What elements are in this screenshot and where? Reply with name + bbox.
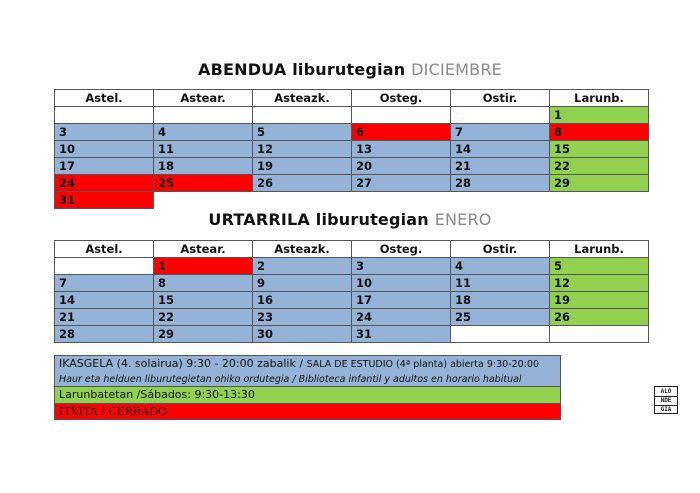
alondegia-logo (654, 386, 678, 414)
day-cell: 21 (451, 158, 550, 175)
weekday-header: Asteazk. (253, 90, 352, 107)
day-cell: 29 (154, 326, 253, 343)
week-row (55, 141, 649, 158)
day-cell: 28 (451, 175, 550, 192)
day-cell: 17 (55, 158, 154, 175)
day-cell: 11 (154, 141, 253, 158)
day-cell: 31 (352, 326, 451, 343)
day-cell (550, 192, 649, 209)
logo-line: GIA (660, 406, 672, 413)
day-cell: 7 (451, 124, 550, 141)
day-cell (55, 107, 154, 124)
day-cell (253, 107, 352, 124)
day-cell: 10 (352, 275, 451, 292)
january-title-spanish: ENERO (434, 210, 492, 229)
day-cell: 27 (352, 175, 451, 192)
week-row (55, 309, 649, 326)
day-cell: 11 (451, 275, 550, 292)
day-cell: 10 (55, 141, 154, 158)
legend (54, 355, 561, 420)
day-cell (253, 192, 352, 209)
day-cell: 25 (451, 309, 550, 326)
day-cell: 12 (550, 275, 649, 292)
legend-closed: ITXITA / CERRADO (54, 403, 561, 420)
december-title-basque: ABENDUA liburutegian (198, 60, 406, 79)
weekday-header: Astel. (55, 90, 154, 107)
december-title-spanish: DICIEMBRE (411, 60, 502, 79)
week-row (55, 326, 649, 343)
day-cell: 26 (253, 175, 352, 192)
day-cell: 24 (352, 309, 451, 326)
weekday-header: Osteg. (352, 241, 451, 258)
legend-open-spanish: SALA DE ESTUDIO (4ª planta) abierta 9:30-20:00 (306, 359, 540, 370)
weekday-header: Ostir. (451, 90, 550, 107)
week-row (55, 175, 649, 192)
week-row (55, 124, 649, 141)
day-cell: 31 (55, 192, 154, 209)
day-cell (451, 192, 550, 209)
january-title (0, 210, 700, 229)
day-cell: 28 (55, 326, 154, 343)
week-row (55, 258, 649, 275)
week-row (55, 275, 649, 292)
day-cell (550, 326, 649, 343)
day-cell: 25 (154, 175, 253, 192)
day-cell: 18 (154, 158, 253, 175)
logo-line: NDE (655, 397, 677, 406)
day-cell (154, 192, 253, 209)
day-cell: 15 (550, 141, 649, 158)
day-cell: 15 (154, 292, 253, 309)
day-cell: 7 (55, 275, 154, 292)
week-row (55, 192, 649, 209)
january-calendar (54, 240, 649, 343)
week-row (55, 158, 649, 175)
header-row (55, 90, 649, 107)
weekday-header: Astel. (55, 241, 154, 258)
day-cell: 22 (550, 158, 649, 175)
day-cell (352, 107, 451, 124)
december-title (0, 60, 700, 79)
weekday-header: Astear. (154, 90, 253, 107)
day-cell: 24 (55, 175, 154, 192)
day-cell: 4 (154, 124, 253, 141)
day-cell: 21 (55, 309, 154, 326)
header-row (55, 241, 649, 258)
day-cell (352, 192, 451, 209)
legend-saturday: Larunbatetan /Sábados: 9:30-13:30 (54, 386, 561, 403)
day-cell: 16 (253, 292, 352, 309)
day-cell: 5 (253, 124, 352, 141)
day-cell: 19 (550, 292, 649, 309)
day-cell: 20 (352, 158, 451, 175)
day-cell: 8 (550, 124, 649, 141)
day-cell: 1 (154, 258, 253, 275)
logo-line: ALO (655, 388, 677, 397)
week-row (55, 292, 649, 309)
day-cell: 13 (352, 141, 451, 158)
december-calendar (54, 89, 649, 209)
legend-open-basque: IKASGELA (4. solairua) 9:30 - 20:00 zabalik / (59, 357, 304, 370)
day-cell (55, 258, 154, 275)
day-cell: 1 (550, 107, 649, 124)
day-cell: 19 (253, 158, 352, 175)
day-cell: 22 (154, 309, 253, 326)
day-cell: 17 (352, 292, 451, 309)
weekday-header: Asteazk. (253, 241, 352, 258)
day-cell (451, 326, 550, 343)
day-cell: 3 (55, 124, 154, 141)
week-row (55, 107, 649, 124)
day-cell: 4 (451, 258, 550, 275)
day-cell (154, 107, 253, 124)
day-cell: 9 (253, 275, 352, 292)
day-cell: 12 (253, 141, 352, 158)
legend-open-hours (54, 355, 561, 386)
weekday-header: Osteg. (352, 90, 451, 107)
day-cell: 5 (550, 258, 649, 275)
weekday-header: Astear. (154, 241, 253, 258)
day-cell: 6 (352, 124, 451, 141)
january-title-basque: URTARRILA liburutegian (208, 210, 429, 229)
weekday-header: Larunb. (550, 90, 649, 107)
day-cell: 2 (253, 258, 352, 275)
day-cell: 26 (550, 309, 649, 326)
day-cell: 23 (253, 309, 352, 326)
day-cell: 8 (154, 275, 253, 292)
weekday-header: Ostir. (451, 241, 550, 258)
day-cell (451, 107, 550, 124)
day-cell: 29 (550, 175, 649, 192)
legend-regular-hours: Haur eta helduen liburutegietan ohiko ordutegia / Biblioteca infantil y adultos en horario habitual (59, 374, 522, 385)
day-cell: 14 (55, 292, 154, 309)
weekday-header: Larunb. (550, 241, 649, 258)
day-cell: 18 (451, 292, 550, 309)
day-cell: 3 (352, 258, 451, 275)
day-cell: 14 (451, 141, 550, 158)
day-cell: 30 (253, 326, 352, 343)
